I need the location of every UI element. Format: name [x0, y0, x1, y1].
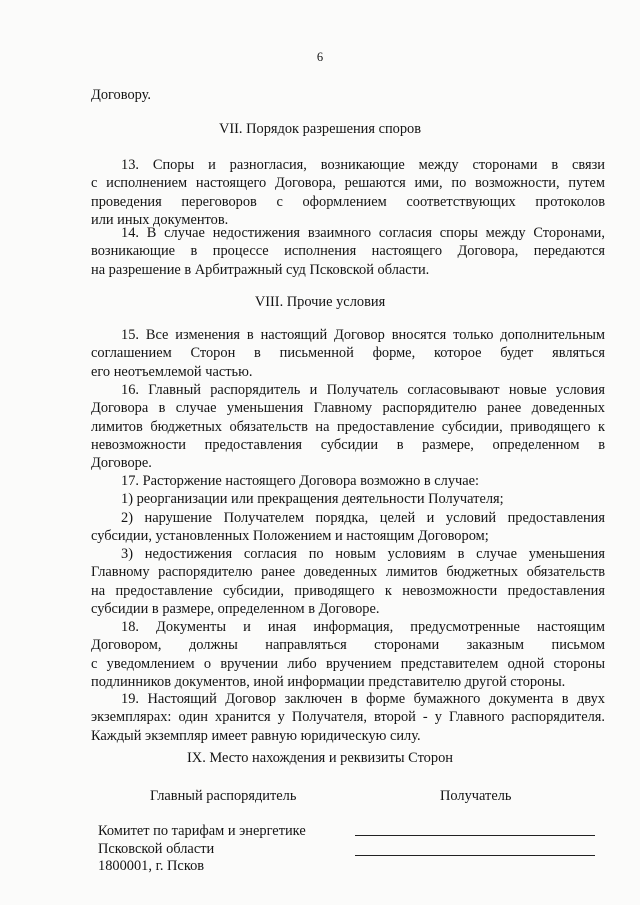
org-line: Комитет по тарифам и энергетике	[98, 823, 306, 839]
text-line: 19. Настоящий Договор заключен в форме бумажного документа в двух	[121, 691, 605, 707]
section-heading-viii: VIII. Прочие условия	[254, 294, 386, 310]
text-line: с исполнением настоящего Договора, решаются ими, по возможности, путем	[91, 175, 605, 192]
right-party-label: Получатель	[440, 788, 512, 804]
text-line: 2) нарушение Получателем порядка, целей и условий предоставления	[121, 509, 605, 526]
text-line: Каждый экземпляр имеет равную юридическую силу.	[91, 727, 421, 744]
text-line: или иных документов.	[91, 211, 229, 228]
left-party-details	[98, 823, 306, 876]
text-line: субсидии, установленных Положением и настоящим Договором;	[91, 527, 489, 544]
continued-text	[91, 86, 605, 104]
text-line: соглашением Сторон в письменной форме, которое будет являться	[91, 345, 605, 362]
section-heading-vii: VII. Порядок разрешения споров	[218, 121, 422, 137]
text-line: 14. В случае недостижения взаимного согласия споры между Сторонами,	[121, 225, 605, 241]
page-number: 6	[316, 50, 324, 64]
text-line: 15. Все изменения в настоящий Договор вносятся только дополнительным	[121, 327, 605, 343]
recipient-blank-line	[355, 835, 595, 836]
text-line: лимитов бюджетных обязательств на предоставление субсидии, приводящего к	[91, 418, 605, 435]
recipient-blank-line	[355, 855, 595, 856]
text-line: невозможности предоставления субсидии в размере, определенном в	[91, 436, 605, 453]
text-line: Договором, должны направляться сторонами заказным письмом	[91, 637, 605, 654]
paragraph-15	[91, 326, 605, 381]
paragraph-17	[91, 472, 605, 618]
text-line: субсидии в размере, определенном в Договоре.	[91, 601, 380, 618]
org-line: Псковской области	[98, 840, 215, 857]
paragraph-13	[91, 156, 605, 229]
left-party-label: Главный распорядитель	[150, 788, 297, 804]
paragraph-14	[91, 224, 605, 279]
text-line: 3) недостижения согласия по новым условиям в случае уменьшения	[121, 546, 605, 563]
text-line: возникающие в процессе исполнения настоящего Договора, передаются	[91, 243, 605, 260]
text-line: экземплярах: один хранится у Получателя, второй - у Главного распорядителя.	[91, 709, 605, 726]
text-line: его неотъемлемой частью.	[91, 363, 253, 380]
paragraph-19	[91, 690, 605, 745]
paragraph-18	[91, 618, 605, 691]
text-line: 16. Главный распорядитель и Получатель согласовывают новые условия	[121, 382, 605, 398]
text-line: проведения переговоров с оформлением соответствующих протоколов	[91, 193, 605, 210]
text-line: на предоставление субсидии, приводящего к невозможности предоставления	[91, 582, 605, 599]
text-line: на разрешение в Арбитражный суд Псковской области.	[91, 261, 430, 278]
text-line: Договоре.	[91, 455, 152, 472]
text-line: подлинников документов, иной информации представителю другой стороны.	[91, 673, 566, 690]
text-line: 1) реорганизации или прекращения деятельности Получателя;	[121, 491, 504, 508]
text-line: с уведомлением о вручении либо вручением представителем одной стороны	[91, 655, 605, 672]
text-line: Договора в случае уменьшения Главному распорядителю ранее доведенных	[91, 400, 605, 417]
paragraph-16	[91, 381, 605, 472]
text-line: Договору.	[91, 87, 151, 103]
text-line: 17. Расторжение настоящего Договора возможно в случае:	[121, 473, 480, 489]
text-line: Главному распорядителю ранее доведенных лимитов бюджетных обязательств	[91, 564, 605, 581]
text-line: 18. Документы и иная информация, предусмотренные настоящим	[121, 619, 605, 635]
section-heading-ix: IX. Место нахождения и реквизиты Сторон	[187, 750, 453, 766]
org-line: 1800001, г. Псков	[98, 858, 205, 875]
text-line: 13. Споры и разногласия, возникающие между сторонами в связи	[121, 157, 605, 173]
